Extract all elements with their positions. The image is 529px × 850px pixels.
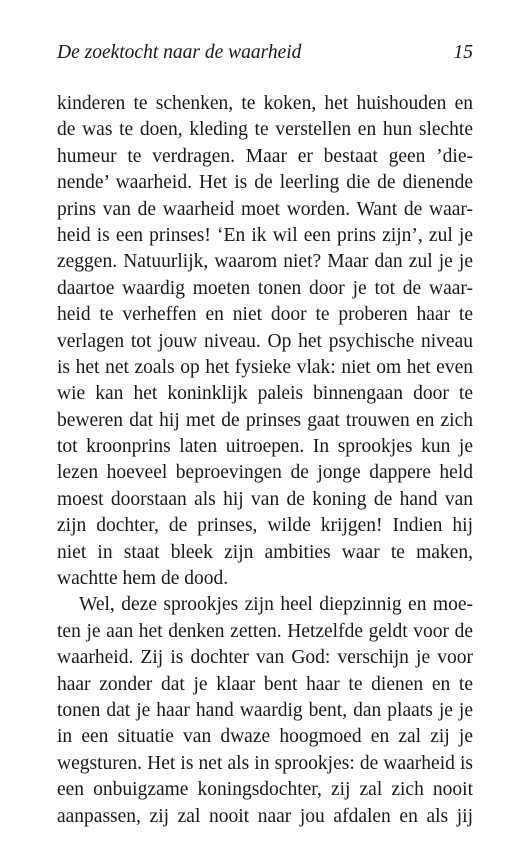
text-line: beweren dat hij met de prinses gaat trouwen en zich (57, 409, 473, 431)
text-line: moest doorstaan als hij van de koning de hand van (57, 488, 473, 510)
text-line: een onbuigzame koningsdochter, zij zal zich nooit (57, 779, 473, 801)
text-line: prins van de waarheid moet worden. Want de waar- (57, 198, 473, 220)
text-line: kinderen te schenken, te koken, het huishouden en (57, 93, 473, 114)
paragraph-1 (57, 91, 473, 592)
text-line: aanpassen, zij zal nooit naar jou afdalen en als jij (57, 805, 473, 827)
text-line: de was te doen, kleding te verstellen en hun slechte (57, 119, 473, 141)
text-line: in een situatie van dwaze hoogmoed en zal zij je (57, 726, 473, 748)
text-line: tot kroonprins laten uitroepen. In sprookjes kun je (57, 436, 473, 458)
paragraph-2 (57, 592, 473, 830)
text-line: daartoe waardig moeten tonen door je tot de waar- (57, 277, 473, 299)
text-line: zijn dochter, de prinses, wilde krijgen! Indien hij (57, 515, 473, 537)
text-line: heid te verheffen en niet door te proberen haar te (57, 304, 473, 326)
text-line: is het net zoals op het fysieke vlak: niet om het even (57, 356, 473, 378)
text-line: haar zonder dat je klaar bent haar te dienen en te (57, 673, 473, 695)
text-line: Wel, deze sprookjes zijn heel diepzinnig en moe- (79, 594, 473, 616)
text-line: heid is een prinses! ‘En ik wil een prins zijn’, zul je (57, 224, 473, 246)
text-line: nende’ waarheid. Het is de leerling die de dienende (57, 172, 473, 194)
text-line: waarheid. Zij is dochter van God: verschijn je voor (57, 647, 473, 669)
text-line: tonen dat je haar hand waardig bent, dan plaats je je (57, 699, 473, 721)
running-header (57, 42, 473, 68)
text-line: wie kan het koninklijk paleis binnengaan door te (57, 383, 473, 405)
text-line: niet in staat bleek zijn ambities waar te maken, (57, 541, 473, 563)
running-title: De zoektocht naar de waarheid (57, 42, 302, 63)
text-line: ten je aan het denken zetten. Hetzelfde geldt voor de (57, 620, 473, 642)
text-line: zeggen. Natuurlijk, waarom niet? Maar dan zul je je (57, 251, 473, 273)
text-line: verlagen tot jouw niveau. Op het psychische niveau (57, 330, 473, 352)
text-line: lezen hoeveel beproevingen de jonge dappere held (57, 462, 473, 484)
body-text (57, 91, 473, 830)
page-number: 15 (453, 42, 473, 63)
text-line: wegsturen. Het is net als in sprookjes: de waarheid is (57, 752, 473, 774)
text-line: humeur te verdragen. Maar er bestaat geen ’die- (57, 145, 473, 167)
text-line: wachtte hem de dood. (57, 568, 229, 590)
